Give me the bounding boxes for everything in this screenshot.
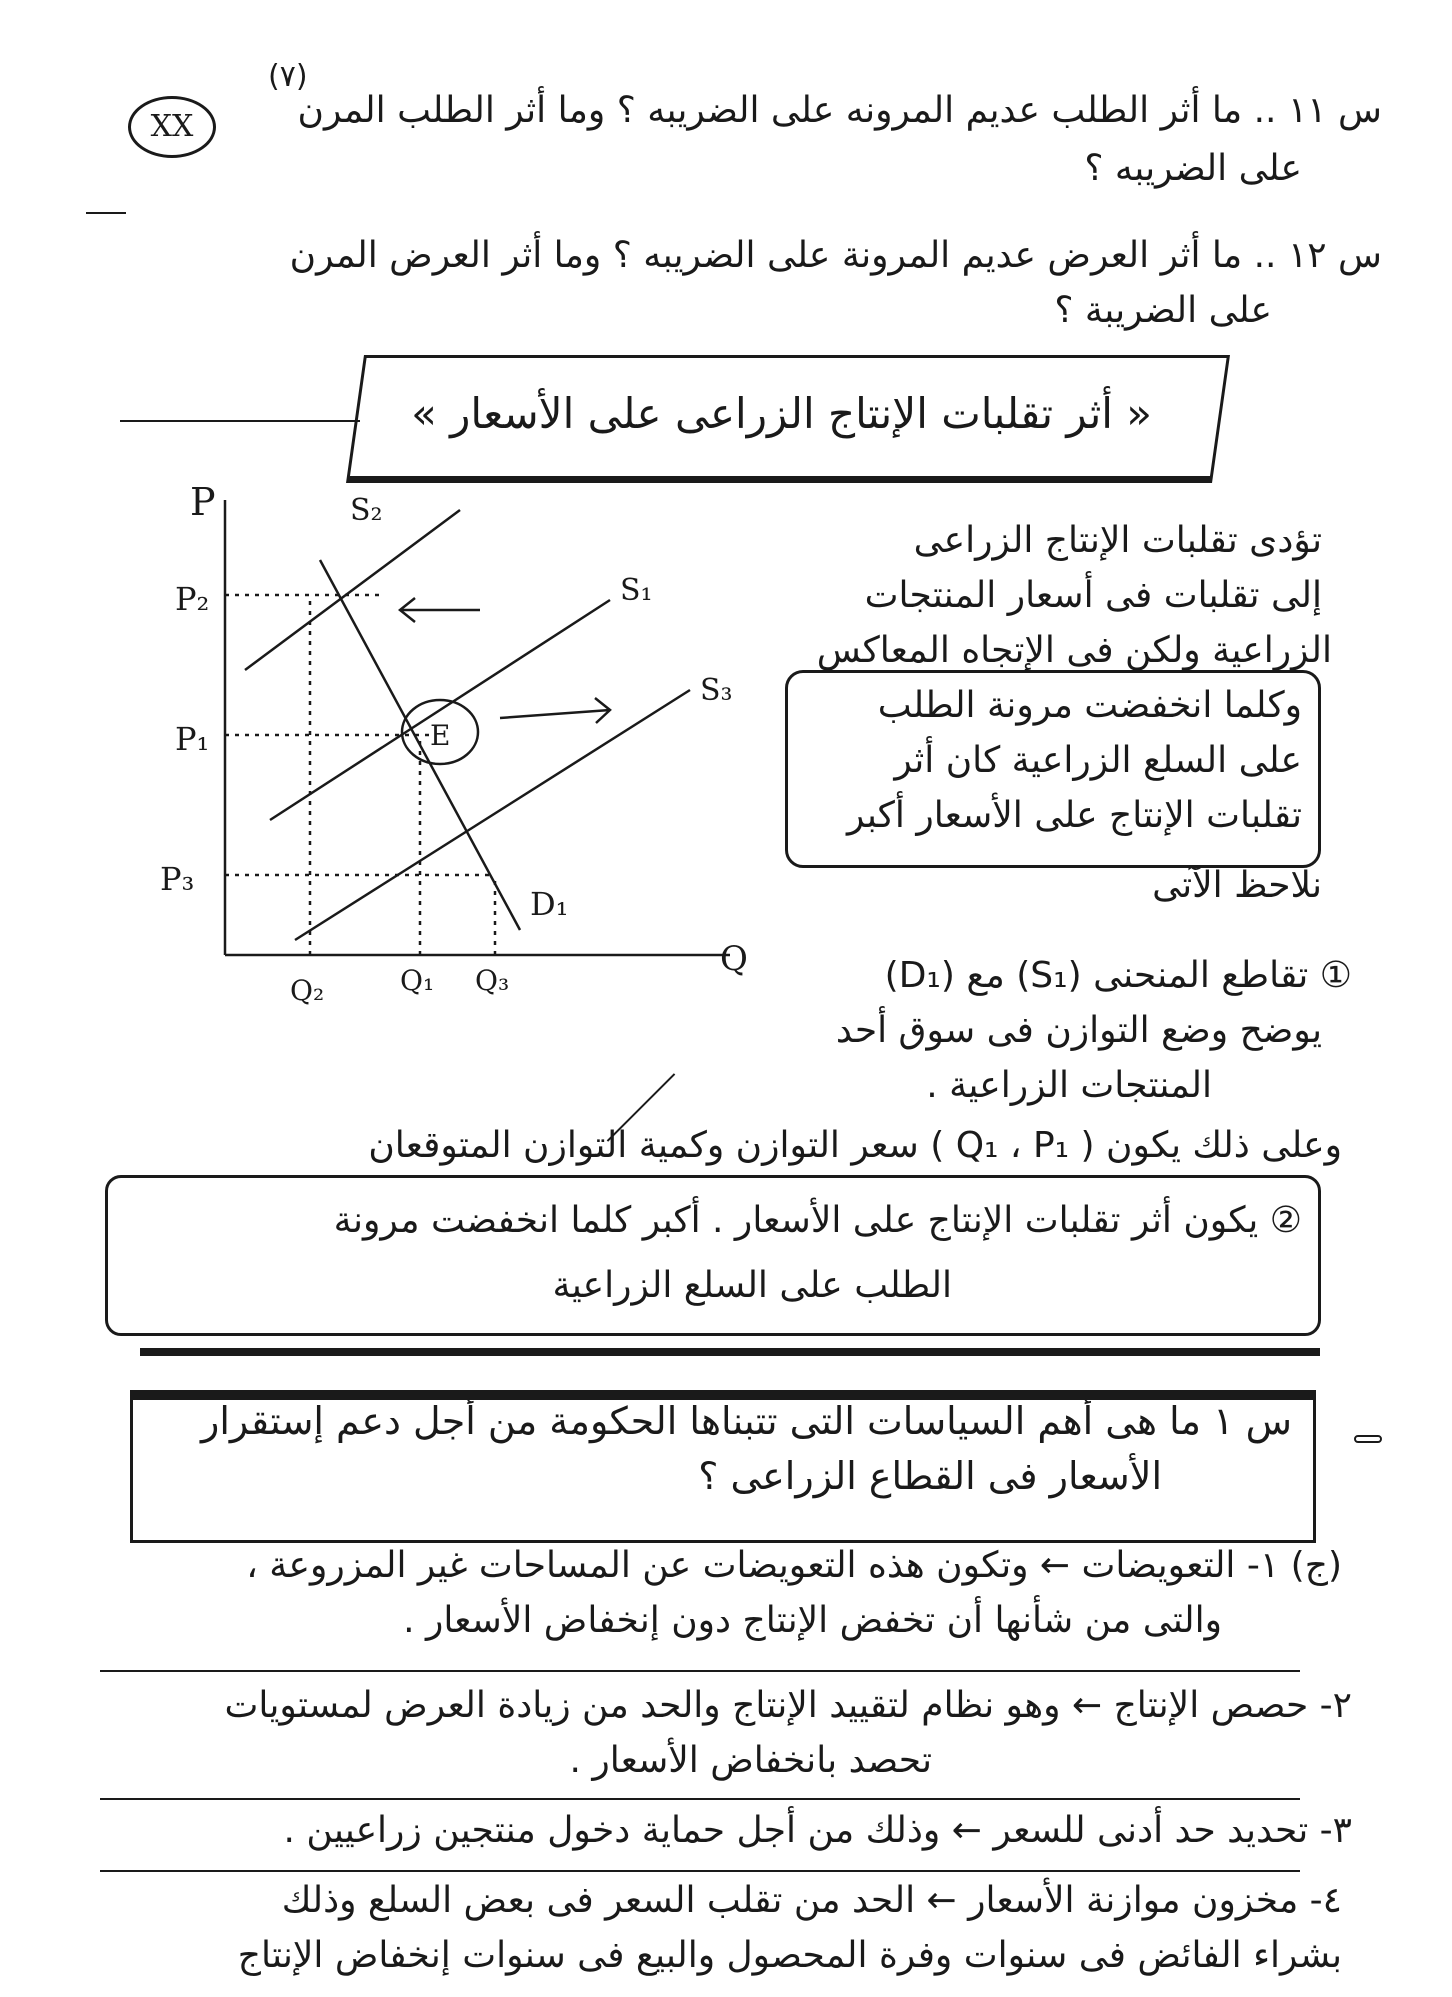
note-1-line-1: ① تقاطع المنحنى (S₁) مع (D₁) [884, 955, 1352, 996]
supply-curve-s1 [270, 600, 610, 820]
curve-label-s2: S₂ [350, 493, 383, 528]
shift-arrow-right [500, 710, 610, 718]
supply-curve-s3 [295, 690, 690, 940]
price-label-p3: P₃ [160, 860, 195, 898]
equilibrium-label-e: E [430, 719, 451, 752]
axis-label-p: P [190, 480, 216, 524]
question-number-mark: (٧) [268, 59, 308, 94]
note-1-line-2: يوضح وضع التوازن فى سوق أحد [835, 1010, 1322, 1051]
note-1-line-4: وعلى ذلك يكون ( Q₁ ، P₁ ) سعر التوازن وكمية التوازن المتوقعان [368, 1125, 1342, 1166]
explain-line-2: إلى تقلبات فى أسعار المنتجات [864, 575, 1322, 616]
price-label-p2: P₂ [175, 580, 210, 618]
answer-4-line-2: بشراء الفائض فى سنوات وفرة المحصول والبيع فى سنوات إنخفاض الإنتاج [237, 1935, 1342, 1976]
answer-1-line-1: (ج) ١- التعويضات ← وتكون هذه التعويضات عن المساحات غير المزروعة ، [246, 1545, 1342, 1586]
price-label-p1: P₁ [175, 720, 210, 758]
note-2-line-2: الطلب على السلع الزراعية [552, 1265, 952, 1306]
circled-number-text: XX [150, 109, 194, 144]
rule-3 [100, 1870, 1300, 1872]
answer-1-line-2: والتى من شأنها أن تخفض الإنتاج دون إنخفاض الأسعار . [403, 1600, 1222, 1641]
curve-label-s3: S₃ [700, 673, 733, 708]
note-2-line-1: ② يكون أثر تقلبات الإنتاج على الأسعار . أكبر كلما انخفضت مرونة [333, 1200, 1302, 1241]
curve-label-s1: S₁ [620, 573, 653, 608]
question-1-line-2: الأسعار فى القطاع الزراعى ؟ [698, 1454, 1162, 1498]
supply-demand-graph [130, 470, 790, 1030]
answer-4-line-1: ٤- مخزون موازنة الأسعار ← الحد من تقلب السعر فى بعض السلع وذلك [281, 1880, 1342, 1921]
supply-curve-s2 [245, 510, 460, 670]
explain-box-line-1: وكلما انخفضت مرونة الطلب [877, 685, 1302, 726]
note-1-line-3: المنتجات الزراعية . [926, 1065, 1212, 1106]
divider-short [86, 212, 126, 214]
title-rule-left [120, 420, 360, 422]
question-1-line-1: س ١ ما هى أهم السياسات التى تتبناها الحكومة من أجل دعم إستقرار [201, 1399, 1292, 1443]
question-box-top-rule [140, 1348, 1320, 1356]
rule-1 [100, 1670, 1300, 1672]
explain-box-line-2: على السلع الزراعية كان أثر [894, 740, 1302, 781]
question-11-line-1: س ١١ .. ما أثر الطلب عديم المرونه على الضريبه ؟ وما أثر الطلب المرن [297, 90, 1382, 131]
answer-2-line-1: ٢- حصص الإنتاج ← وهو نظام لتقييد الإنتاج والحد من زيادة العرض لمستويات [224, 1685, 1352, 1726]
graph-svg [130, 470, 790, 1030]
important-mark-2 [1354, 1435, 1382, 1443]
circled-number [128, 96, 216, 158]
question-11-line-2: على الضريبه ؟ [1084, 148, 1302, 189]
rule-2 [100, 1798, 1300, 1800]
curve-label-d1: D₁ [530, 885, 569, 923]
question-12-line-1: س ١٢ .. ما أثر العرض عديم المرونة على الضريبه ؟ وما أثر العرض المرن [289, 235, 1382, 276]
answer-3: ٣- تحديد حد أدنى للسعر ← وذلك من أجل حماية دخول منتجين زراعيين . [283, 1810, 1352, 1851]
answer-2-line-2: تحصد بانخفاض الأسعار . [569, 1740, 932, 1781]
explain-box-line-3: تقلبات الإنتاج على الأسعار أكبر [847, 795, 1302, 836]
explain-line-1: تؤدى تقلبات الإنتاج الزراعى [913, 520, 1322, 561]
section-title: « أثر تقلبات الإنتاج الزراعى على الأسعار » [411, 389, 1152, 438]
quantity-label-q1: Q₁ [400, 964, 435, 997]
notes-heading: نلاحظ الآتى [1152, 865, 1322, 906]
quantity-label-q3: Q₃ [475, 964, 510, 997]
axis-label-q: Q [720, 939, 748, 979]
quantity-label-q2: Q₂ [290, 974, 325, 1007]
question-12-line-2: على الضريبة ؟ [1054, 290, 1272, 331]
explain-line-3: الزراعية ولكن فى الإتجاه المعاكس [816, 630, 1332, 671]
